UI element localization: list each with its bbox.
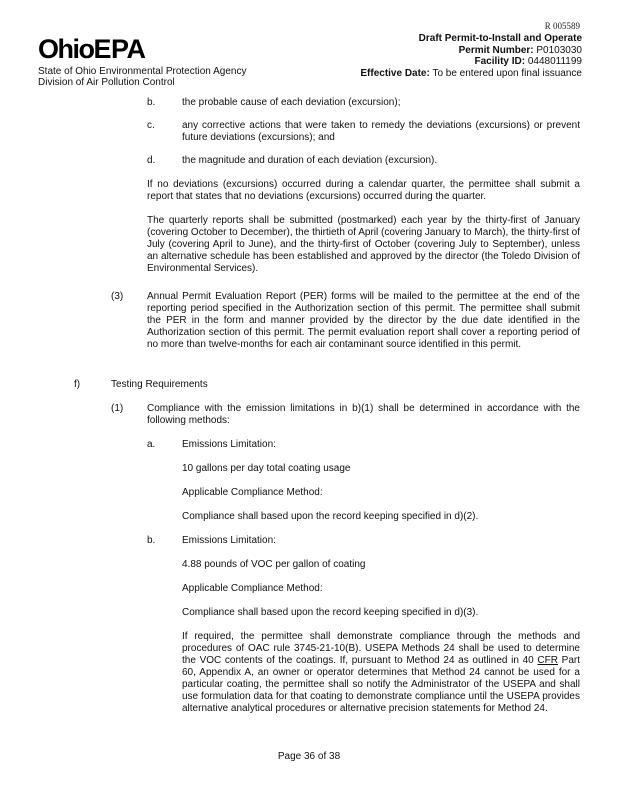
item-b-label: b. <box>147 97 156 108</box>
page-number: 36 <box>303 751 316 762</box>
fa-limitation-value: 10 gallons per day total coating usage <box>182 463 351 474</box>
agency-name: State of Ohio Environmental Protection Agency <box>38 66 247 77</box>
ohio-epa-logo <box>38 34 146 64</box>
page-of-label: of <box>317 751 327 762</box>
item-b-text: the probable cause of each deviation (excursion); <box>182 97 401 108</box>
f1-text: Compliance with the emission limitations in b)(1) shall be determined in accordance with the following methods: <box>147 403 580 426</box>
facility-id-label: Facility ID: <box>474 56 526 67</box>
fb-required-part2: Part 60, Appendix A, an owner or operator determines that Method 24 cannot be used for a particular coating, the permittee shall so notify the Administrator of the USEPA and shall use formulation data for that coating to demonstrate compliance until the USEPA provides alternative analytical procedures or alternative precision statements for Method 24. <box>182 655 580 714</box>
effective-date-value: To be entered upon final issuance <box>432 67 582 79</box>
fb-limitation-label: Emissions Limitation: <box>182 535 276 546</box>
fb-required-part1: If required, the permittee shall demonstrate compliance through the methods and procedures of OAC rule 3745-21-10(B). USEPA Methods 24 shall be used to determine the VOC contents of the coatings. If, pursuant to Method 24 as outlined in 40 <box>182 631 580 666</box>
fb-label: b. <box>147 535 156 546</box>
division-name: Division of Air Pollution Control <box>38 77 175 88</box>
facility-id-line <box>360 56 582 68</box>
logo-epa-text: EPA <box>93 34 146 64</box>
logo-ohio-text: Ohio <box>38 34 94 64</box>
fa-label: a. <box>147 439 156 450</box>
item-c-text: any corrective actions that were taken to remedy the deviations (excursions) or prevent future deviations (excursions); and <box>182 120 580 143</box>
item-3-text: Annual Permit Evaluation Report (PER) forms will be mailed to the permittee at the end of the reporting period specified in the Authorization section of this permit. The permittee shall submit the PER in the form and manner provided by the director by the due date identified in the Authorization section of this permit. The permit evaluation report shall cover a reporting period of no more than twelve-months for each air contaminant source identified in this permit. <box>147 291 580 350</box>
paragraph-no-deviation: If no deviations (excursions) occurred during a calendar quarter, the permittee shall submit a report that states that no deviations (excursions) occurred during the quarter. <box>147 179 580 202</box>
fa-method-text: Compliance shall based upon the record keeping specified in d)(2). <box>182 511 479 522</box>
fb-required-paragraph <box>182 631 580 715</box>
effective-date-line <box>360 68 582 80</box>
cfr-link[interactable]: CFR <box>537 655 558 666</box>
fa-limitation-label: Emissions Limitation: <box>182 439 276 450</box>
item-c-label: c. <box>147 120 155 131</box>
facility-id-value: 0448011199 <box>527 56 582 67</box>
fa-method-label: Applicable Compliance Method: <box>182 487 323 498</box>
section-f-title: Testing Requirements <box>111 379 208 390</box>
f1-label: (1) <box>111 403 124 414</box>
permit-number-label: Permit Number: <box>458 44 534 56</box>
bates-number: R 005589 <box>544 21 580 31</box>
paragraph-quarterly-reports: The quarterly reports shall be submitted (postmarked) each year by the thirty-first of January (covering October to December), the thirtieth of April (covering January to March), the thirty-first of July (covering April to June), and the thirty-first of October (covering July to September), unless an alternative schedule has been established and approved by the director (the Toledo Division of Environmental Services). <box>147 215 580 274</box>
page-total: 38 <box>329 751 341 762</box>
section-f-label: f) <box>74 379 81 390</box>
page-footer <box>0 751 618 763</box>
item-3-label: (3) <box>111 291 124 302</box>
page-label: Page <box>277 751 302 762</box>
effective-date-label: Effective Date: <box>360 67 430 79</box>
fb-method-label: Applicable Compliance Method: <box>182 583 323 594</box>
fb-method-text: Compliance shall based upon the record keeping specified in d)(3). <box>182 607 479 618</box>
fb-limitation-value: 4.88 pounds of VOC per gallon of coating <box>182 559 366 570</box>
permit-number-value: P0103030 <box>536 44 582 56</box>
item-d-label: d. <box>147 155 156 166</box>
doc-title: Draft Permit-to-Install and Operate <box>418 33 582 44</box>
permit-info-block <box>360 33 582 79</box>
permit-number-line <box>360 45 582 57</box>
agency-block <box>38 66 246 88</box>
item-d-text: the magnitude and duration of each deviation (excursion). <box>182 155 438 166</box>
